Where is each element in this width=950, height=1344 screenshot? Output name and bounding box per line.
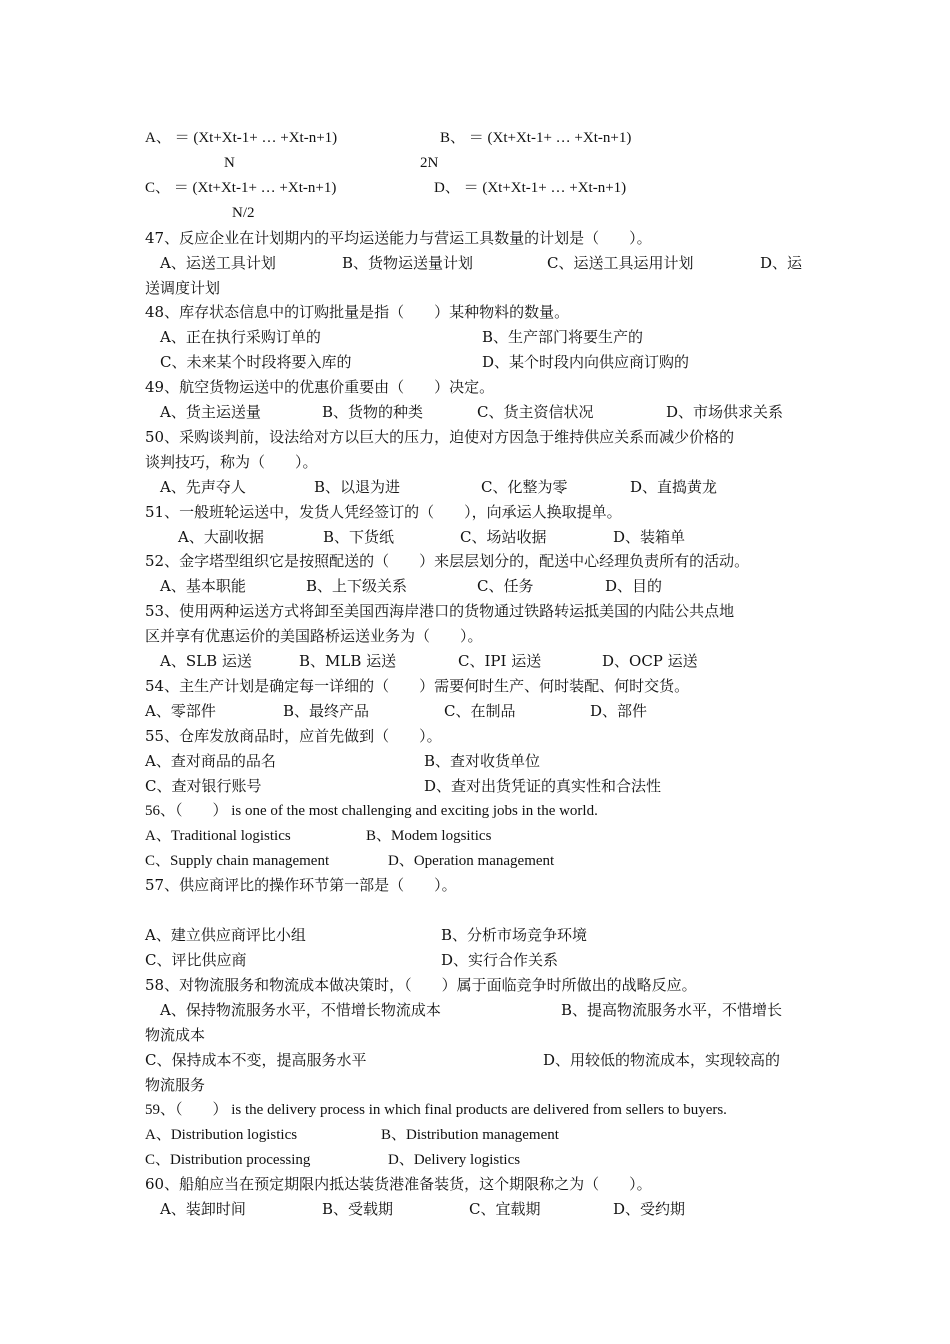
q55-stem: 55、仓库发放商品时，应首先做到（ ）。 bbox=[145, 727, 442, 745]
q58-option-c: C、保持成本不变，提高服务水平 bbox=[145, 1051, 367, 1069]
q49-option-d: D、市场供求关系 bbox=[666, 403, 784, 421]
q54-option-b: B、最终产品 bbox=[283, 702, 370, 720]
q54-stem: 54、主生产计划是确定每一详细的（ ）需要何时生产、何时装配、何时交货。 bbox=[145, 677, 690, 695]
q50-stem-line1: 50、采购谈判前，设法给对方以巨大的压力，迫使对方因急于维持供应关系而减少价格的 bbox=[145, 428, 735, 446]
q46-option-b: B、 ＝ (Xt+Xt-1+ … +Xt-n+1) bbox=[440, 130, 632, 146]
q57-option-c: C、评比供应商 bbox=[145, 951, 247, 969]
q55-option-c: C、查对银行账号 bbox=[145, 777, 262, 795]
q58-option-b: B、提高物流服务水平，不惜增长 bbox=[561, 1001, 783, 1019]
q51-option-b: B、下货纸 bbox=[323, 528, 395, 546]
q52-option-c: C、任务 bbox=[477, 577, 534, 595]
q49-stem: 49、航空货物运送中的优惠价重要由（ ）决定。 bbox=[145, 378, 495, 396]
q47-option-a: A、运送工具计划 bbox=[160, 254, 276, 272]
q53-option-c: C、IPI 运送 bbox=[458, 652, 542, 670]
q49-option-c: C、货主资信状况 bbox=[477, 403, 594, 421]
q54-option-d: D、部件 bbox=[590, 702, 648, 720]
q52-stem: 52、金字塔型组织它是按照配送的（ ）来层层划分的，配送中心经理负责所有的活动。 bbox=[145, 552, 750, 570]
q48-option-d: D、某个时段内向供应商订购的 bbox=[482, 353, 690, 371]
q60-stem: 60、船舶应当在预定期限内抵达装货港准备装货，这个期限称之为（ ）。 bbox=[145, 1175, 652, 1193]
q46-option-a: A、 ＝ (Xt+Xt-1+ … +Xt-n+1) bbox=[145, 130, 338, 146]
q46-option-c-denominator: N/2 bbox=[232, 205, 255, 221]
q59-option-d: D、Delivery logistics bbox=[388, 1152, 521, 1168]
q54-option-c: C、在制品 bbox=[444, 702, 516, 720]
q46-option-a-denominator: N bbox=[224, 155, 235, 171]
q52-option-d: D、目的 bbox=[605, 577, 663, 595]
q56-option-d: D、Operation management bbox=[388, 853, 555, 869]
q46-option-c: C、 ＝ (Xt+Xt-1+ … +Xt-n+1) bbox=[145, 180, 337, 196]
q58-option-d: D、用较低的物流成本，实现较高的 bbox=[543, 1051, 781, 1069]
q60-option-b: B、受载期 bbox=[322, 1200, 394, 1218]
q47-option-d-continued: 送调度计划 bbox=[145, 279, 221, 297]
q50-option-b: B、以退为进 bbox=[314, 478, 401, 496]
q54-option-a: A、零部件 bbox=[145, 702, 216, 720]
q59-option-a: A、Distribution logistics bbox=[145, 1127, 298, 1143]
q53-option-a: A、SLB 运送 bbox=[160, 652, 252, 670]
q46-option-d: D、 ＝ (Xt+Xt-1+ … +Xt-n+1) bbox=[434, 180, 627, 196]
q60-option-d: D、受约期 bbox=[613, 1200, 686, 1218]
q57-option-a: A、建立供应商评比小组 bbox=[145, 926, 306, 944]
q48-stem: 48、库存状态信息中的订购批量是指（ ）某种物料的数量。 bbox=[145, 303, 570, 321]
q56-stem: 56、（ ） is one of the most challenging and exciting jobs in the world. bbox=[145, 803, 598, 819]
q51-option-d: D、装箱单 bbox=[613, 528, 686, 546]
q56-option-c: C、Supply chain management bbox=[145, 853, 330, 869]
q50-option-d: D、直捣黄龙 bbox=[630, 478, 718, 496]
q52-option-b: B、上下级关系 bbox=[306, 577, 408, 595]
q57-option-d: D、实行合作关系 bbox=[441, 951, 559, 969]
q56-option-a: A、Traditional logistics bbox=[145, 828, 291, 844]
q53-option-b: B、MLB 运送 bbox=[299, 652, 397, 670]
q51-option-c: C、场站收据 bbox=[460, 528, 547, 546]
q51-stem: 51、一般班轮运送中，发货人凭经签订的（ ），向承运人换取提单。 bbox=[145, 503, 622, 521]
q57-option-b: B、分析市场竞争环境 bbox=[441, 926, 588, 944]
q49-option-a: A、货主运送量 bbox=[160, 403, 261, 421]
q53-stem-line1: 53、使用两种运送方式将卸至美国西海岸港口的货物通过铁路转运抵美国的内陆公共点地 bbox=[145, 602, 735, 620]
q53-option-d: D、OCP 运送 bbox=[602, 652, 698, 670]
q49-option-b: B、货物的种类 bbox=[322, 403, 424, 421]
q56-option-b: B、Modem logsitics bbox=[366, 828, 492, 844]
q50-stem-line2: 谈判技巧，称为（ ）。 bbox=[145, 453, 318, 471]
q57-stem: 57、供应商评比的操作环节第一部是（ ）。 bbox=[145, 876, 457, 894]
q48-option-a: A、正在执行采购订单的 bbox=[160, 328, 321, 346]
q48-option-c: C、未来某个时段将要入库的 bbox=[160, 353, 352, 371]
q48-option-b: B、生产部门将要生产的 bbox=[482, 328, 644, 346]
q59-stem: 59、（ ） is the delivery process in which final products are delivered from sellers to buyers. bbox=[145, 1102, 727, 1118]
q52-option-a: A、基本职能 bbox=[160, 577, 246, 595]
q55-option-b: B、查对收货单位 bbox=[424, 752, 541, 770]
q46-option-b-denominator: 2N bbox=[420, 155, 439, 171]
q53-stem-line2: 区并享有优惠运价的美国路桥运送业务为（ ）。 bbox=[145, 627, 483, 645]
q51-option-a: A、大副收据 bbox=[178, 528, 264, 546]
q60-option-c: C、宜载期 bbox=[469, 1200, 541, 1218]
q47-stem: 47、反应企业在计划期内的平均运送能力与营运工具数量的计划是（ ）。 bbox=[145, 229, 652, 247]
q59-option-c: C、Distribution processing bbox=[145, 1152, 311, 1168]
q58-option-b-continued: 物流成本 bbox=[145, 1026, 206, 1044]
q59-option-b: B、Distribution management bbox=[381, 1127, 559, 1143]
q55-option-a: A、查对商品的品名 bbox=[145, 752, 276, 770]
q58-option-a: A、保持物流服务水平，不惜增长物流成本 bbox=[160, 1001, 441, 1019]
q47-option-c: C、运送工具运用计划 bbox=[547, 254, 694, 272]
q55-option-d: D、查对出货凭证的真实性和合法性 bbox=[424, 777, 662, 795]
q50-option-c: C、化整为零 bbox=[481, 478, 568, 496]
q47-option-b: B、货物运送量计划 bbox=[342, 254, 474, 272]
q47-option-d: D、运 bbox=[760, 254, 803, 272]
q60-option-a: A、装卸时间 bbox=[160, 1200, 246, 1218]
q58-option-d-continued: 物流服务 bbox=[145, 1076, 206, 1094]
q50-option-a: A、先声夺人 bbox=[160, 478, 246, 496]
q58-stem: 58、对物流服务和物流成本做决策时，（ ）属于面临竞争时所做出的战略反应。 bbox=[145, 976, 697, 994]
